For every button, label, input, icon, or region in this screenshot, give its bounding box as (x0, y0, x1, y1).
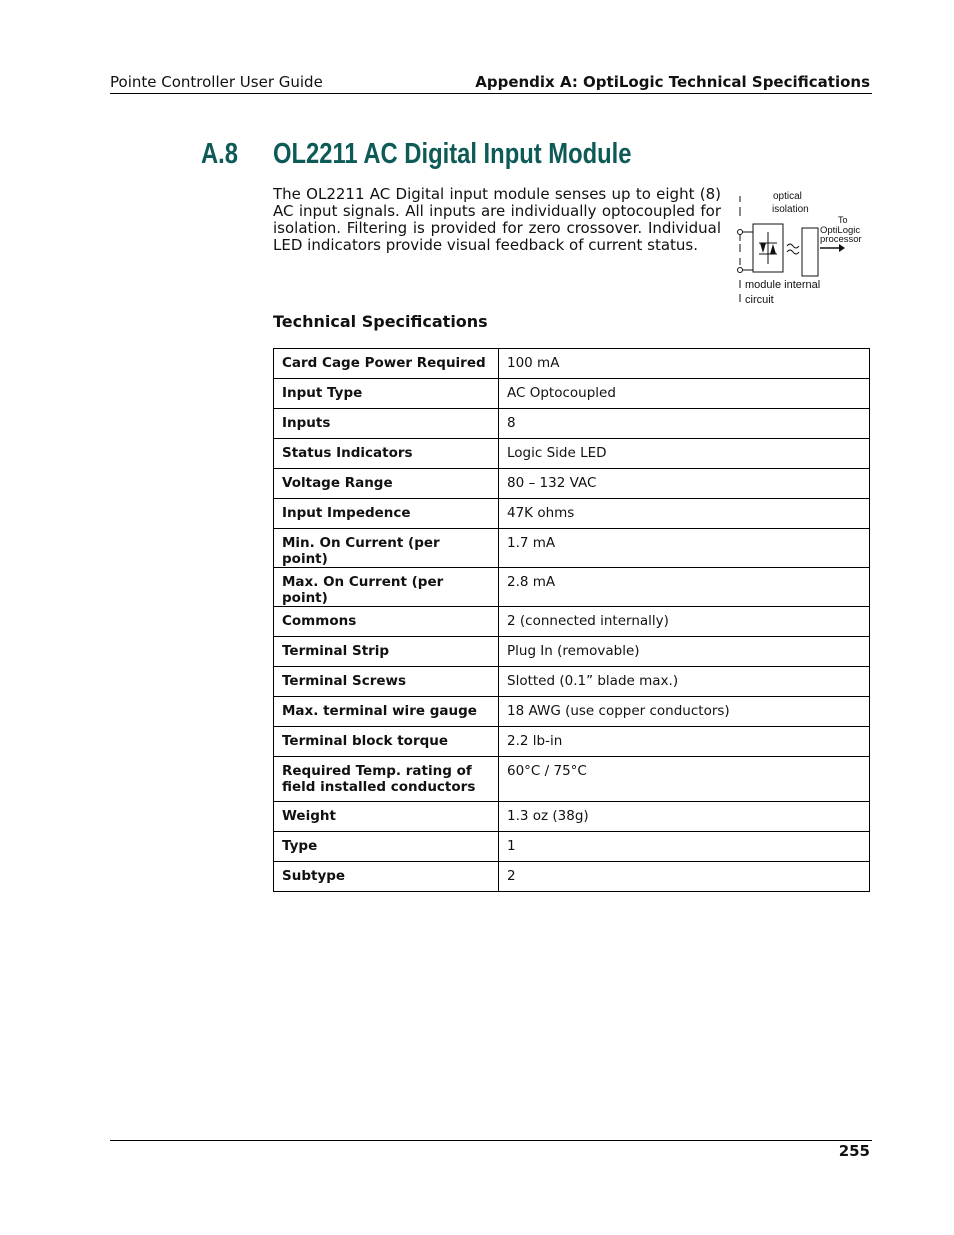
table-row (274, 667, 870, 697)
spec-label: Type (274, 832, 499, 862)
spec-label: Subtype (274, 862, 499, 892)
spec-label: Input Impedence (274, 499, 499, 529)
header-appendix-title: Appendix A: OptiLogic Technical Specifications (475, 73, 870, 91)
table-row (274, 499, 870, 529)
diagram-label-optical: optical (773, 191, 802, 202)
spec-label: Terminal block torque (274, 727, 499, 757)
spec-value: 2 (499, 862, 870, 892)
table-row (274, 379, 870, 409)
spec-label: Voltage Range (274, 469, 499, 499)
page-number: 255 (838, 1142, 870, 1160)
spec-label: Input Type (274, 379, 499, 409)
header-rule (110, 93, 872, 94)
spec-label: Status Indicators (274, 439, 499, 469)
diagram-label-isolation: isolation (772, 204, 809, 215)
table-row (274, 697, 870, 727)
spec-value: 1.7 mA (499, 529, 870, 568)
spec-value: 2.2 lb-in (499, 727, 870, 757)
table-row (274, 568, 870, 607)
spec-label: Max. terminal wire gauge (274, 697, 499, 727)
table-row (274, 727, 870, 757)
spec-label: Weight (274, 802, 499, 832)
table-row (274, 469, 870, 499)
spec-label: Commons (274, 607, 499, 637)
spec-value: Logic Side LED (499, 439, 870, 469)
header-guide-title: Pointe Controller User Guide (110, 73, 323, 91)
diagram-label-to: To (838, 215, 848, 225)
intro-paragraph: The OL2211 AC Digital input module senses up to eight (8) AC input signals. All inputs are individually optocoupled for isolation. Filtering is provided for zero crossover. Individual LED indicators provide visual feedback of current status. (273, 185, 721, 254)
section-title: OL2211 AC Digital Input Module (273, 138, 632, 170)
table-row (274, 757, 870, 802)
spec-value: 1.3 oz (38g) (499, 802, 870, 832)
spec-label: Inputs (274, 409, 499, 439)
diagram-label-processor: processor (820, 234, 862, 245)
spec-value: 47K ohms (499, 499, 870, 529)
table-row (274, 832, 870, 862)
spec-label: Card Cage Power Required (274, 349, 499, 379)
spec-value: Slotted (0.1” blade max.) (499, 667, 870, 697)
table-row (274, 409, 870, 439)
spec-value: AC Optocoupled (499, 379, 870, 409)
specs-table (273, 348, 870, 892)
table-row (274, 529, 870, 568)
spec-label: Terminal Screws (274, 667, 499, 697)
table-row (274, 637, 870, 667)
spec-value: 2 (connected internally) (499, 607, 870, 637)
spec-label: Min. On Current (per point) (274, 529, 499, 568)
spec-value: 100 mA (499, 349, 870, 379)
spec-value: Plug In (removable) (499, 637, 870, 667)
spec-label: Max. On Current (per point) (274, 568, 499, 607)
spec-value: 8 (499, 409, 870, 439)
spec-value: 80 – 132 VAC (499, 469, 870, 499)
optocoupler-circuit-diagram (733, 188, 873, 304)
spec-label: Terminal Strip (274, 637, 499, 667)
diagram-label-circuit: circuit (745, 294, 774, 304)
spec-value: 2.8 mA (499, 568, 870, 607)
spec-value: 1 (499, 832, 870, 862)
table-row (274, 862, 870, 892)
table-row (274, 439, 870, 469)
table-row (274, 349, 870, 379)
table-row (274, 607, 870, 637)
table-row (274, 802, 870, 832)
specs-heading: Technical Specifications (273, 312, 488, 331)
spec-value: 60°C / 75°C (499, 757, 870, 802)
spec-label: Required Temp. rating of field installed conductors (274, 757, 499, 802)
section-number: A.8 (201, 138, 239, 170)
diagram-label-optilogic: OptiLogic (820, 225, 861, 236)
diagram-label-module-internal: module internal (745, 279, 821, 291)
spec-value: 18 AWG (use copper conductors) (499, 697, 870, 727)
footer-rule (110, 1140, 872, 1141)
